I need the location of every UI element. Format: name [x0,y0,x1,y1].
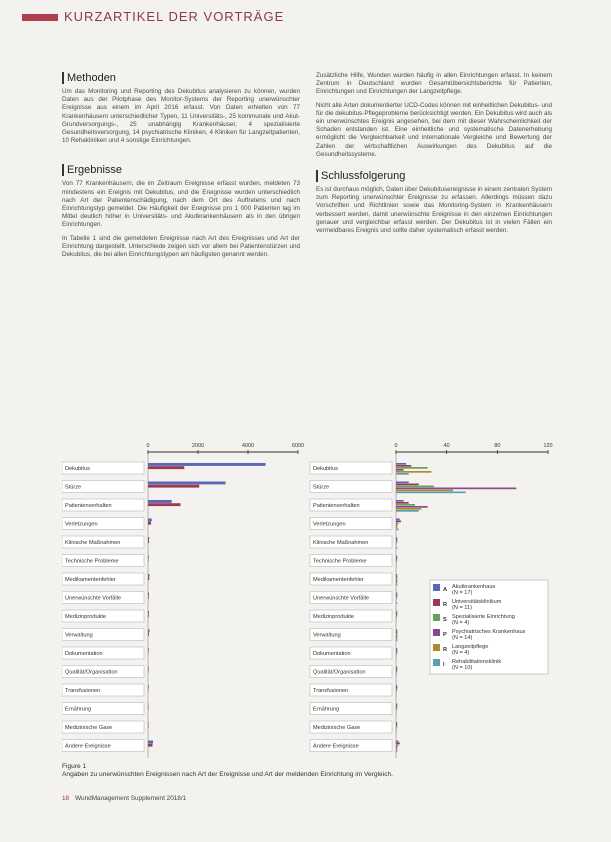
bar [396,465,411,467]
bar [396,648,397,650]
bar [396,500,404,502]
legend-swatch [433,629,440,636]
bar [396,467,428,469]
bar [396,693,397,695]
bar [396,576,397,578]
bar [148,725,149,728]
bar [396,695,397,697]
bar [148,667,149,670]
bar [396,566,397,568]
body-paragraph: In Tabelle 1 sind die gemeldeten Ereignisse nach Art des Ereignisses und Art der Einrichtung dargestellt. Unterschiede zeigen sich vor allem bei Patientenstürzen und Dekubitus, die bei allen Einrichtungstypen am häufigsten genannt werden. [62,234,300,259]
x-tick-label: 6000 [292,443,304,449]
bar [396,560,397,562]
bar [396,611,397,613]
category-label: Patientenverhalten [313,503,360,509]
legend-name: Universitätsklinikum [452,599,502,605]
page-footer [62,795,186,802]
figure-caption: Angaben zu unerwünschten Ereignissen nach Art der Ereignisse und Art der meldenden Einrichtung im Vergleich. [62,771,393,778]
bar [396,728,397,730]
category-label: Ernährung [65,706,92,713]
category-label: Transfusionen [313,688,349,694]
x-tick-label: 0 [394,443,398,449]
bar [396,749,397,751]
bar [396,745,399,747]
bar [396,506,428,508]
header-accent-bar [22,14,58,21]
bar [396,564,397,566]
bar [396,667,397,669]
legend-code: I [443,662,445,668]
x-tick-label: 120 [543,443,553,449]
bar [148,463,266,466]
bar [396,636,397,638]
category-label: Verletzungen [65,521,98,528]
bar [396,632,397,634]
bar [396,490,453,492]
category-label: Technische Probleme [313,558,367,565]
legend-swatch [433,644,440,651]
bar [148,648,149,651]
right-column [316,72,552,240]
category-label: Medikamentenfehler [313,577,364,583]
bar [396,747,397,749]
category-label: Patientenverhalten [65,503,112,509]
category-label: Ernährung [313,706,340,713]
bar [396,486,434,488]
legend-n: (N = 10) [452,665,473,671]
bar [396,508,421,510]
bar [148,630,150,633]
bar [396,730,397,732]
bar [148,574,150,577]
bar [396,687,397,689]
x-tick-label: 40 [443,443,450,449]
legend-n: (N = 4) [452,620,470,626]
bar [396,584,397,586]
bar [396,510,419,512]
bar [396,504,415,506]
legend-n: (N = 17) [452,590,473,596]
bar [396,545,397,547]
bar [396,741,399,743]
bar [396,471,431,473]
bar [148,503,181,506]
bar [396,743,400,745]
bar [396,488,516,490]
figure-chart [62,440,562,760]
bar [396,724,397,726]
category-label: Medikamentenfehler [65,577,116,583]
bar [396,547,397,549]
category-label: Dekubitus [313,466,338,472]
bar [148,651,149,654]
bar [396,527,397,529]
page-number: 18 [62,795,70,802]
bar [148,707,149,710]
bar [396,543,397,545]
bar [396,582,397,584]
category-label: Unerwünschte Vorfälle [313,595,369,602]
category-label: Medizinprodukte [65,614,107,620]
page-header-title: KURZARTIKEL DER VORTRÄGE [64,9,285,24]
bar [396,671,397,673]
category-label: Qualität/Organisation [65,669,118,676]
bar [148,744,153,747]
category-label: Verwaltung [65,632,93,639]
bar [396,539,397,541]
x-tick-label: 80 [494,443,501,449]
bar [396,492,466,494]
bar [396,638,397,640]
bar [396,595,397,597]
bar [396,656,397,658]
bar [396,689,397,691]
bar [396,691,397,693]
category-label: Klinische Maßnahmen [313,540,369,546]
bar [396,712,397,714]
bar [396,658,397,660]
bar [148,633,149,636]
bar [396,708,397,710]
legend-code: R [443,647,448,653]
bar [396,675,397,677]
section-heading: Schlussfolgerung [316,170,552,182]
bar [396,615,397,617]
category-label: Dekubitus [65,466,90,472]
bar [148,685,149,688]
category-label: Andere Ereignisse [65,743,111,750]
category-label: Stürze [313,484,330,491]
bar [148,519,152,522]
bar [396,714,397,716]
bar [396,673,397,675]
section-heading: Methoden [62,72,300,84]
bar [396,677,397,679]
bar [396,593,397,595]
bar [148,741,153,744]
legend-swatch [433,614,440,621]
journal-name: WundManagement Supplement 2018/1 [75,795,187,802]
category-label: Andere Ereignisse [313,743,359,750]
bar [396,482,409,484]
figure-label: Figure 1 [62,763,87,770]
bar [148,688,149,691]
bar [148,522,151,525]
bar [148,577,149,580]
bar [396,710,397,712]
bar [148,722,149,725]
body-paragraph: Von 77 Krankenhäusern, die im Zeitraum Ereignisse erfasst wurden, meldeten 73 mindestens ein Ereignis mit Dekubitus, und die Ereignisse wurden unterschiedlich nach Art der Patientenschädigung, nach dem Ort des Auftretens und nach Einrichtungstyp gemeldet. Die Häufigkeit der Ereignisse pro 1 000 Patienten lag im Mittel deutlich höher in Universitäts- und Akutkrankenhäusern als in den übrigen Einrichtungen. [62,180,300,229]
bar [396,621,397,623]
category-label: Technische Probleme [65,558,119,565]
category-label: Stürze [65,484,82,491]
bar [396,469,404,471]
bar [396,558,397,560]
legend-code: S [443,617,447,623]
legend-n: (N = 4) [452,650,470,656]
legend-name: Spezialisierte Einrichtung [452,614,515,620]
bar [148,559,149,562]
legend-name: Langzeitpflege [452,644,489,650]
bar [396,541,397,543]
bar [396,706,397,708]
bar [396,562,397,564]
legend-swatch [433,659,440,666]
bar [396,574,397,576]
legend-n: (N = 11) [452,605,472,611]
legend-code: R [443,602,448,608]
category-label: Medizinprodukte [313,614,355,620]
bar [396,484,419,486]
bar [396,597,397,599]
bar [148,482,226,485]
bar [396,630,397,632]
bar [396,634,397,636]
body-paragraph: Nicht alle Arten dokumentierter UCD-Codes können mit einheitlichen Dekubitus- und für die dekubitus-Pflegeprobleme berücksichtigt werden. Ein Dekubitus wird auch als ein unerwünschtes Ereignis angesehen, bei dem mit dieser Wahrscheinlichkeit der Schaden entstanden ist. Eine einheitliche und systematische Datenerhebung ermöglicht die Vergleichbarkeit und internationale Vergleiche und Bewertung der Zahlen der wirtschaftlichen Auswirkungen des Dekubitus auf die Gesundheitssysteme. [316,101,552,158]
bar [396,580,397,582]
section-heading: Ergebnisse [62,164,300,176]
legend-name: Psychiatrisches Krankenhaus [452,629,526,635]
bar [396,556,397,558]
bar [396,578,397,580]
bar [396,619,397,621]
body-paragraph: Zusätzliche Hilfe, Wunden wurden häufig in allen Einrichtungen erfasst. In keinem Zentrum in Deutschland wurden Gesamtübersichtsberichte für Patienten, Einrichtungen und Einrichtungen der Langzeitpflege. [316,72,552,96]
bar [148,614,149,617]
category-label: Medizinische Gase [313,725,361,731]
bar [396,603,397,605]
bar [396,640,397,642]
bar [148,593,149,596]
bar [396,685,397,687]
bar [396,599,397,601]
category-label: Transfusionen [65,688,101,694]
category-label: Verletzungen [313,521,346,528]
body-paragraph: Um das Monitoring und Reporting des Dekubitus analysieren zu können, wurden Daten aus der Pilotphase des Monitor-Systems der Reporting unerwünschter Ereignisse aus einem im April 2016 erfasst. Von Daten erhielten von 77 Krankenhäusern unterschiedlicher Typen, 11 Universitäts-, 25 kommunale und Akut-Grundversorgungs-, 25 unabhängig Krankenhäuser, 4 spezialisierte Gesundheitsversorgung, 14 psychiatrische Kliniken, 4 Kliniken für Langzeitpatienten, 10 Rehakliniken und 4 sonstige Einrichtungen. [62,88,300,145]
bar [148,611,149,614]
category-label: Qualität/Organisation [313,669,366,676]
bar [396,601,397,603]
x-tick-label: 4000 [242,443,254,449]
bar [148,596,149,599]
bar [148,670,149,673]
legend-swatch [433,599,440,606]
legend-code: A [443,587,448,593]
category-label: Unerwünschte Vorfälle [65,595,121,602]
legend-n: (N = 14) [452,635,473,641]
bar [396,652,397,654]
bar [148,500,172,503]
bar [396,654,397,656]
category-label: Klinische Maßnahmen [65,540,121,546]
legend-swatch [433,584,440,591]
bar [396,751,397,753]
bar [148,466,184,469]
bar [148,556,149,559]
category-label: Medizinische Gase [65,725,113,731]
bar [396,473,409,475]
bar [396,726,397,728]
bar [148,704,149,707]
legend-name: Rehabilitationsklinik [452,659,502,665]
legend-name: Akutkrankenhaus [452,584,496,590]
x-tick-label: 0 [146,443,150,449]
bar [396,537,397,539]
bar [396,463,406,465]
bar [396,613,397,615]
bar [396,529,399,531]
body-paragraph: Es ist durchaus möglich, Daten über Dekubitusereignisse in einem zentralen System zum Reporting unerwünschter Ereignisse zu erfassen. Allerdings müssen dazu Vorschriften und Richtlinien sowie das Monitoring-System in Krankenhäusern verbessert werden, damit unerwünschte Ereignisse in den einzelnen Einrichtungen genauer und vergleichbar erfasst werden. Der Dekubitus ist in vielen Fällen ein vermeidbares Ereignis und sollte daher systematisch erfasst werden. [316,186,552,235]
bar [396,704,397,706]
bar [396,519,400,521]
figure-svg [62,440,562,760]
bar [396,523,399,525]
bar [396,617,397,619]
bar [148,537,149,540]
left-column [62,72,300,264]
category-label: Verwaltung [313,632,341,639]
bar [396,732,397,734]
bar [396,722,397,724]
bar [396,521,401,523]
bar [396,525,397,527]
bar [396,502,409,504]
category-label: Dokumentation [313,651,351,657]
bar [396,650,397,652]
legend-code: P [443,632,447,638]
x-tick-label: 2000 [192,443,204,449]
bar [148,485,199,488]
bar [396,669,397,671]
category-label: Dokumentation [65,651,103,657]
bar [148,540,149,543]
